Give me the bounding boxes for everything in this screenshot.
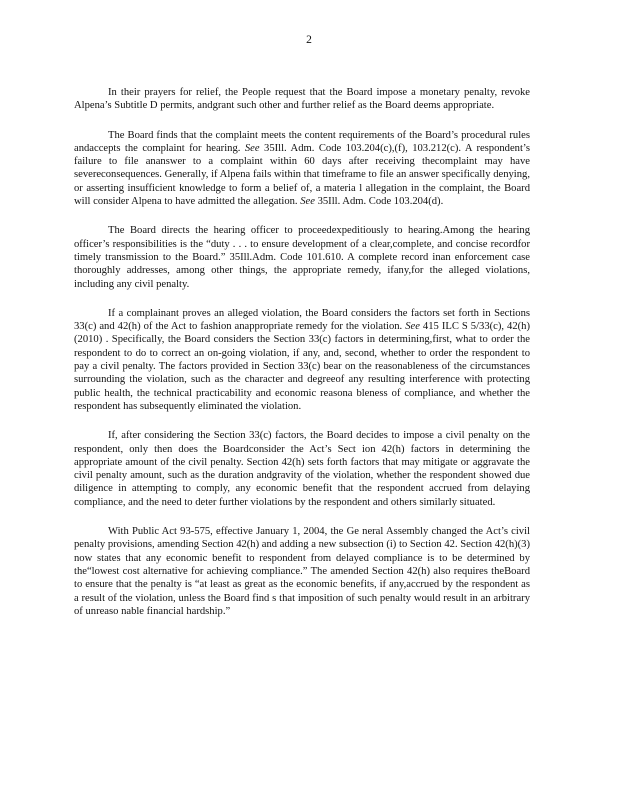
paragraph-civil-penalty: If, after considering the Section 33(c) factors, the Board decides to impose a civil penalty on the respondent, only then does the Boardconsider the Act’s Sect ion 42(h) factors in determining the appropriate amount of the civil penalty. Section 42(h) sets forth factors that may mitigate or aggravate the civil penalty amount, such as the duration andgravity of the violation, whether the respondent showed due diligence in attempting to comply, any economic benefit that the respondent accrued from delaying compliance, and the need to deter further violations by the respondent and others similarly situated. [74, 430, 530, 508]
paragraph-complaint-requirements: The Board finds that the complaint meets the content requirements of the Board’s procedural rules andaccepts the complaint for hearing. See 35Ill. Adm. Code 103.204(c),(f), 103.212(c). A respondent’s failure to file ananswer to a complaint within 60 days after receiving thecomplaint may have severeconsequences. Generally, if Alpena fails within that timeframe to file an answer specifically denying, or asserting insufficient knowledge to form a belief of, a materia l allegation in the complaint, the Board will consider Alpena to have admitted the allegation. See 35Ill. Adm. Code 103.204(d). [74, 129, 530, 208]
paragraph-prayers-for-relief: In their prayers for relief, the People request that the Board impose a monetary penalty, revoke Alpena’s Subtitle D permits, andgrant such other and further relief as the Board deems appropriate. [74, 87, 530, 112]
paragraph-remedy-factors: If a complainant proves an alleged violation, the Board considers the factors set forth in Sections 33(c) and 42(h) of the Act to fashion anappropriate remedy for the violation. See 415 ILC S 5/33(c), 42(h) (2010) . Specifically, the Board considers the Section 33(c) factors in determining,first, what to order the respondent to do to correct an on-going violation, if any, and, second, whether to order the respondent to pay a civil penalty. The factors provided in Section 33(c) bear on the reasonableness of the circumstances surrounding the violation, such as the character and degreeof any resulting interference with protecting public health, the technical practicability and economic reasona bleness of compliance, and whether the respondent has subsequently eliminated the violation. [74, 307, 530, 412]
paragraph-hearing-officer: The Board directs the hearing officer to proceedexpeditiously to hearing.Among the hearing officer’s responsibilities is the “duty . . . to ensure development of a clear,complete, and concise recordfor timely transmission to the Board.” 35Ill.Adm. Code 101.610. A complete record inan enforcement case thoroughly addresses, among other things, the appropriate remedy, ifany,for the alleged violations, including any civil penalty. [74, 225, 530, 290]
paragraph-public-act: With Public Act 93-575, effective January 1, 2004, the Ge neral Assembly changed the Act’s civil penalty provisions, amending Section 42(h) and adding a new subsection (i) to Section 42. Section 42(h)(3) now states that any economic benefit to respondent from delayed compliance is to be determined by the“lowest cost alternative for achieving compliance.” The amended Section 42(h) also requires theBoard to ensure that the penalty is “at least as great as the economic benefits, if any,accrued by the respondent as a result of the violation, unless the Board find s that imposition of such penalty would result in an arbitrary of unreaso nable financial hardship.” [74, 526, 530, 617]
page-number: 2 [306, 34, 312, 46]
body-text [74, 86, 530, 634]
